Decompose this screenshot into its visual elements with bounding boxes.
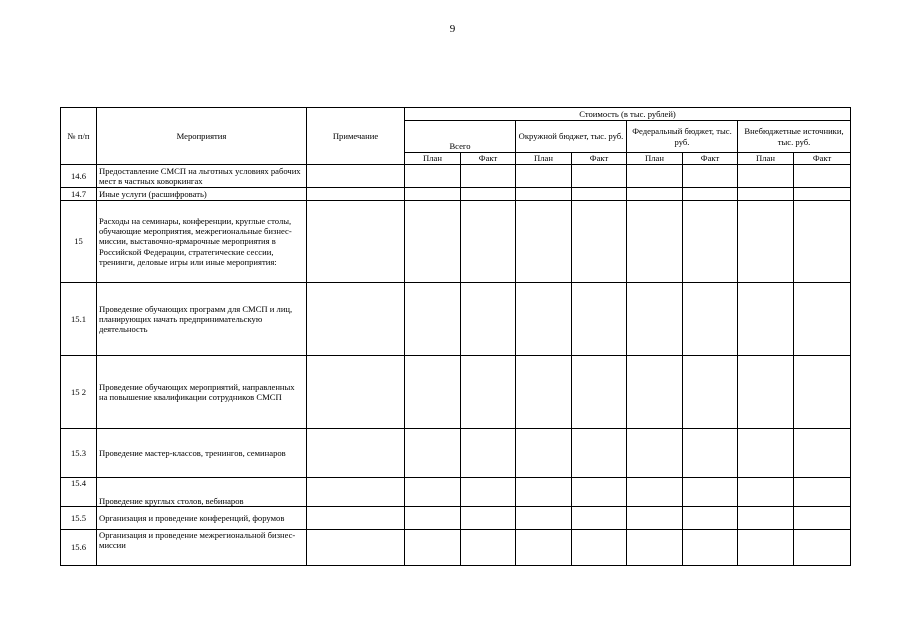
row-event-text: Проведение мастер-классов, тренингов, семинаров [97,429,307,478]
value-cell [405,201,461,283]
value-cell [516,356,572,429]
value-cell [794,356,851,429]
value-cell [405,165,461,188]
table-row [61,165,851,188]
value-cell [683,165,738,188]
note-cell [307,201,405,283]
value-cell [627,478,683,507]
row-event-text: Предоставление СМСП на льготных условиях рабочих мест в частных коворкингах [97,165,307,188]
value-cell [516,188,572,201]
header-district-budget: Окружной бюджет, тыс. руб. [516,121,627,153]
value-cell [794,429,851,478]
header-federal-budget: Федеральный бюджет, тыс. руб. [627,121,738,153]
value-cell [683,530,738,566]
header-extrabudget: Внебюджетные источники, тыс. руб. [738,121,851,153]
value-cell [738,188,794,201]
note-cell [307,478,405,507]
header-num: № п/п [61,108,97,165]
value-cell [627,530,683,566]
row-number: 14.7 [61,188,97,201]
value-cell [516,429,572,478]
value-cell [461,478,516,507]
value-cell [627,165,683,188]
value-cell [738,507,794,530]
value-cell [738,429,794,478]
row-event-text: Проведение обучающих мероприятий, направленных на повышение квалификации сотрудников СМСП [97,356,307,429]
row-number: 15.3 [61,429,97,478]
value-cell [683,429,738,478]
value-cell [627,283,683,356]
row-event-text: Организация и проведение конференций, форумов [97,507,307,530]
value-cell [572,283,627,356]
value-cell [738,201,794,283]
value-cell [794,530,851,566]
value-cell [683,478,738,507]
table-row [61,283,851,356]
row-event-text: Организация и проведение межрегиональной бизнес-миссии [97,530,307,566]
value-cell [405,507,461,530]
header-total-plan: План [405,153,461,165]
value-cell [572,507,627,530]
row-number: 15.4 [61,478,97,507]
row-number: 15.5 [61,507,97,530]
value-cell [516,478,572,507]
value-cell [794,201,851,283]
value-cell [683,507,738,530]
row-event-text: Иные услуги (расшифровать) [97,188,307,201]
row-number: 15 2 [61,356,97,429]
header-district-plan: План [516,153,572,165]
header-row-1 [61,108,851,121]
note-cell [307,530,405,566]
value-cell [405,478,461,507]
value-cell [627,188,683,201]
value-cell [794,507,851,530]
value-cell [738,283,794,356]
value-cell [627,507,683,530]
value-cell [572,429,627,478]
value-cell [572,165,627,188]
value-cell [405,530,461,566]
value-cell [405,429,461,478]
table-body [61,165,851,566]
value-cell [405,356,461,429]
value-cell [738,356,794,429]
value-cell [572,188,627,201]
note-cell [307,283,405,356]
row-number: 14.6 [61,165,97,188]
header-extrabudget-fact: Факт [794,153,851,165]
value-cell [461,165,516,188]
value-cell [516,283,572,356]
table-row [61,201,851,283]
value-cell [516,530,572,566]
value-cell [627,429,683,478]
note-cell [307,356,405,429]
table-row [61,356,851,429]
value-cell [516,201,572,283]
value-cell [683,188,738,201]
header-events: Мероприятия [97,108,307,165]
row-number: 15.6 [61,530,97,566]
value-cell [627,356,683,429]
value-cell [683,356,738,429]
table-row [61,507,851,530]
value-cell [516,165,572,188]
value-cell [738,165,794,188]
value-cell [572,530,627,566]
value-cell [405,283,461,356]
header-federal-fact: Факт [683,153,738,165]
value-cell [461,507,516,530]
table-row [61,478,851,507]
value-cell [405,188,461,201]
value-cell [683,201,738,283]
row-event-text: Расходы на семинары, конференции, круглые столы, обучающие мероприятия, межрегиональные бизнес-миссии, выставочно-ярмарочные мероприятия в Российской Федерации, стратегические сессии, тренинги, деловые игры или иные мероприятия: [97,201,307,283]
value-cell [572,478,627,507]
header-extrabudget-plan: План [738,153,794,165]
value-cell [794,478,851,507]
value-cell [461,201,516,283]
header-total: Всего [405,121,516,153]
value-cell [683,283,738,356]
row-number: 15.1 [61,283,97,356]
note-cell [307,188,405,201]
value-cell [794,165,851,188]
value-cell [794,283,851,356]
note-cell [307,429,405,478]
table-row [61,530,851,566]
note-cell [307,165,405,188]
header-federal-plan: План [627,153,683,165]
value-cell [738,530,794,566]
value-cell [738,478,794,507]
value-cell [794,188,851,201]
value-cell [461,356,516,429]
page-number: 9 [449,23,456,35]
header-cost: Стоимость (в тыс. рублей) [405,108,851,121]
table-row [61,188,851,201]
value-cell [461,429,516,478]
header-total-fact: Факт [461,153,516,165]
row-event-text: Проведение круглых столов, вебинаров [97,478,307,507]
value-cell [461,530,516,566]
value-cell [572,201,627,283]
table-row [61,429,851,478]
value-cell [516,507,572,530]
note-cell [307,507,405,530]
value-cell [627,201,683,283]
row-event-text: Проведение обучающих программ для СМСП и лиц, планирующих начать предпринимательскую деятельность [97,283,307,356]
row-number: 15 [61,201,97,283]
value-cell [461,188,516,201]
header-note: Примечание [307,108,405,165]
value-cell [461,283,516,356]
budget-table [60,107,851,566]
header-district-fact: Факт [572,153,627,165]
value-cell [572,356,627,429]
